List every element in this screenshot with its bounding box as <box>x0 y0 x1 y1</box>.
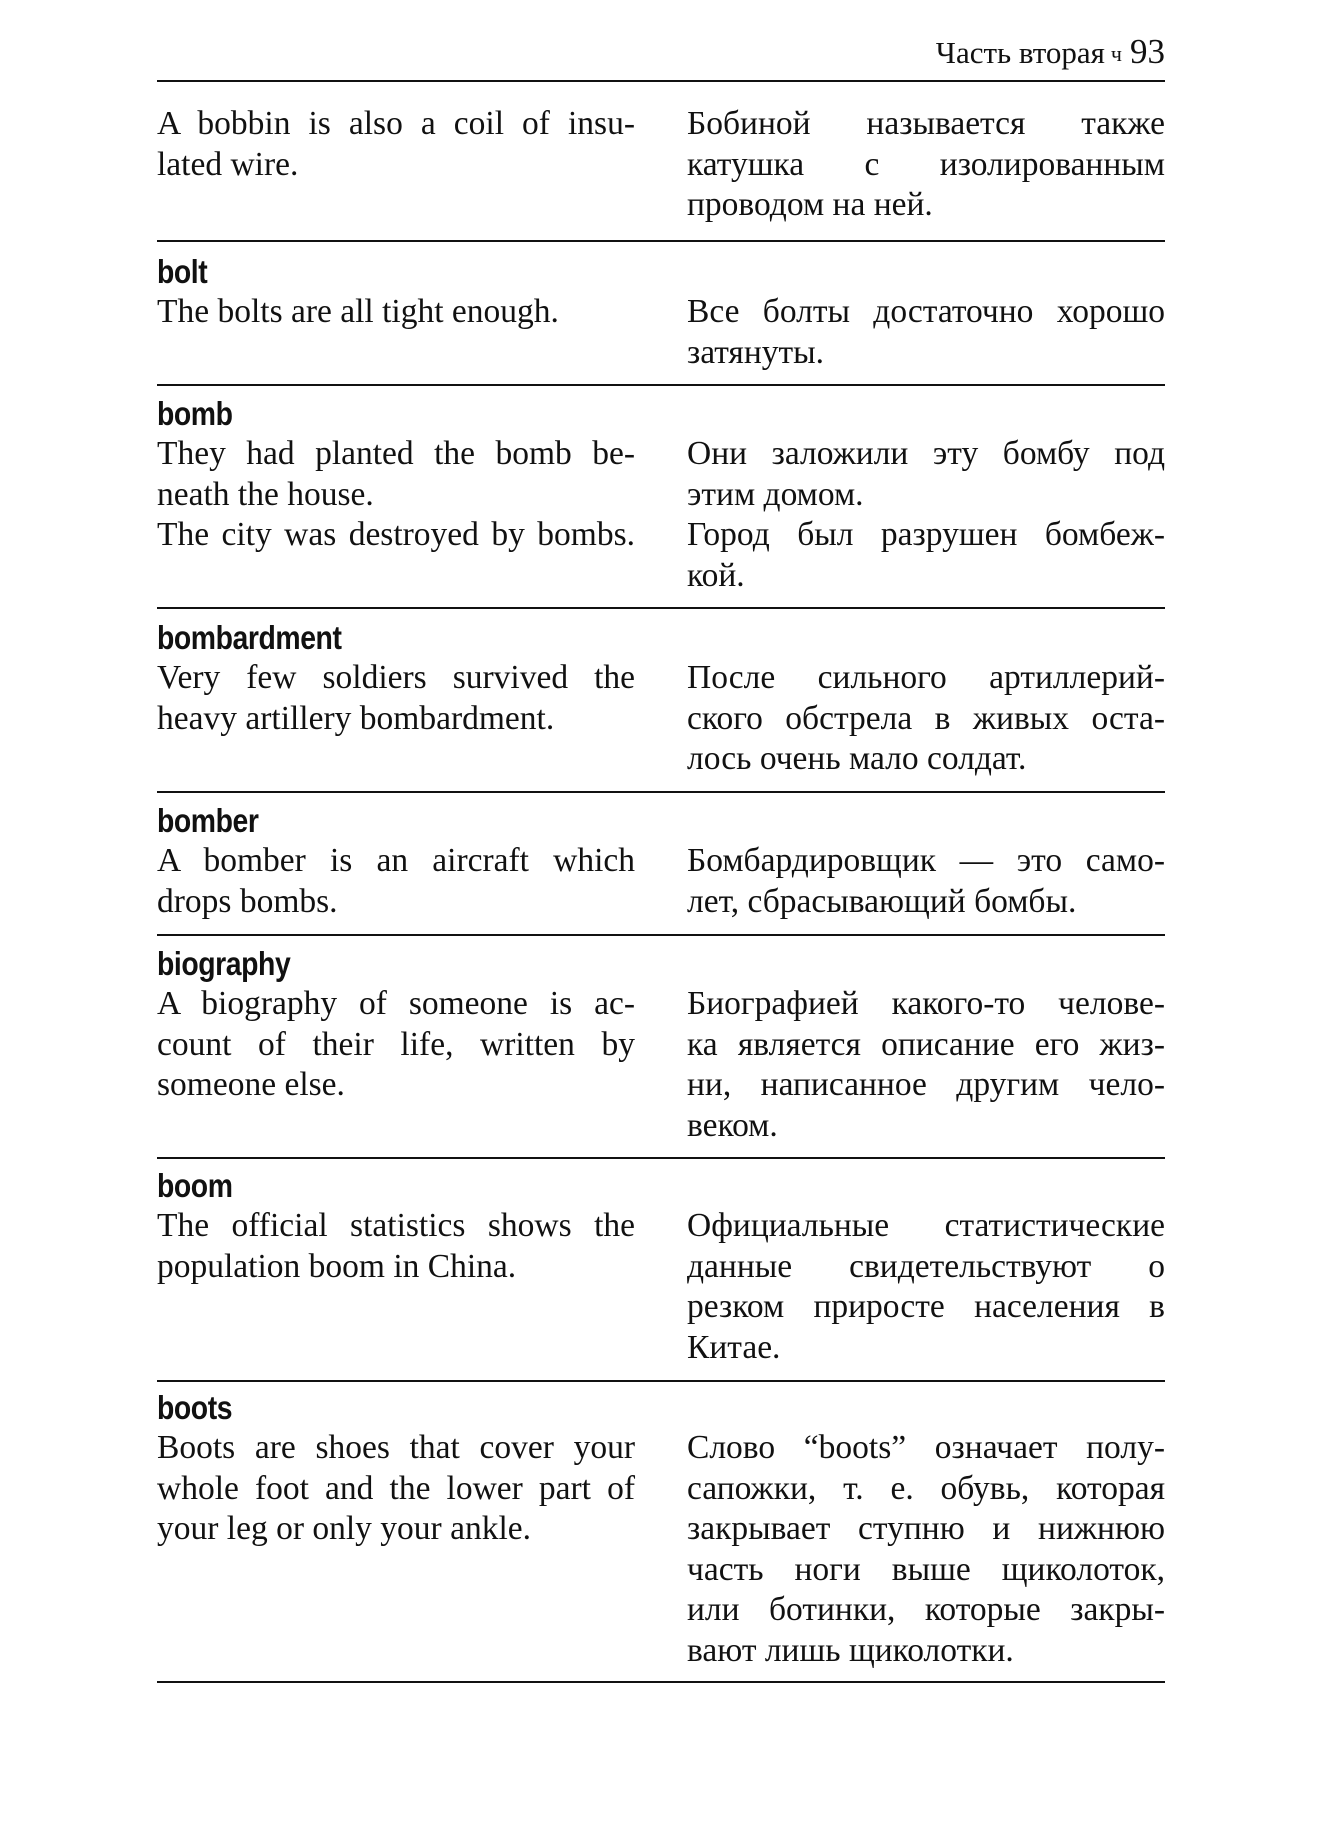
entry-bomb <box>157 394 1165 596</box>
headword: boots <box>157 1389 233 1426</box>
separator-glyph: ч <box>1110 41 1122 66</box>
russian-text <box>687 658 1165 780</box>
text-line: population boom in China. <box>157 1247 517 1285</box>
headword: bolt <box>157 253 208 290</box>
text-line: The bolts are all tight enough. <box>157 293 559 330</box>
divider-rule <box>157 1380 1165 1382</box>
english-text <box>157 658 635 780</box>
text-line: Boots are shoes that cover your <box>157 1429 635 1466</box>
text-line: Very few soldiers survived the <box>157 659 635 696</box>
text-line: They had planted the bomb be- <box>157 435 635 472</box>
text-line: Слово “boots” означает полу- <box>687 1429 1165 1466</box>
russian-text <box>687 292 1165 373</box>
text-line: Китае. <box>687 1328 781 1366</box>
text-line: A bomber is an aircraft which <box>157 842 635 879</box>
text-line: The city was destroyed by bombs. <box>157 516 635 553</box>
russian-text <box>687 104 1165 226</box>
entry-bobbin-continued <box>157 104 1165 226</box>
text-line: A biography of someone is ac- <box>157 985 635 1022</box>
entry-bolt <box>157 252 1165 373</box>
text-line: Они заложили эту бомбу под <box>687 435 1165 472</box>
text-line: часть ноги выше щиколоток, <box>687 1550 1165 1588</box>
russian-text <box>687 841 1165 922</box>
divider-rule <box>157 384 1165 386</box>
entry-bomber <box>157 801 1165 922</box>
text-line: сапожки, т. е. обувь, которая <box>687 1469 1165 1507</box>
text-line: someone else. <box>157 1066 345 1103</box>
text-line: Биографией какого-то челове- <box>687 985 1165 1022</box>
text-line: A bobbin is also a coil of insu- <box>157 105 635 142</box>
text-line: вают лишь щиколотки. <box>687 1631 1014 1669</box>
text-line: Город был разрушен бомбеж- <box>687 516 1165 553</box>
text-line: whole foot and the lower part of <box>157 1469 635 1507</box>
text-line: проводом на ней. <box>687 186 933 223</box>
headword: biography <box>157 945 291 982</box>
text-line: резком приросте населения в <box>687 1288 1165 1325</box>
text-line: данные свидетельствуют о <box>687 1247 1165 1285</box>
text-line: этим домом. <box>687 475 864 513</box>
headword: bombardment <box>157 619 342 656</box>
english-text <box>157 1428 635 1671</box>
text-line: Бобиной называется также <box>687 105 1165 142</box>
russian-text <box>687 984 1165 1146</box>
divider-rule <box>157 1681 1165 1683</box>
text-line: lated wire. <box>157 145 299 183</box>
divider-rule <box>157 607 1165 609</box>
divider-rule <box>157 934 1165 936</box>
text-line: После сильного артиллерий- <box>687 659 1165 696</box>
text-line: neath the house. <box>157 475 374 513</box>
english-text <box>157 434 635 596</box>
text-line: ского обстрела в живых оста- <box>687 699 1165 737</box>
english-text <box>157 841 635 922</box>
russian-text <box>687 434 1165 596</box>
text-line: The official statistics shows the <box>157 1207 635 1244</box>
text-line: лось очень мало солдат. <box>687 740 1027 777</box>
text-line: кой. <box>687 556 745 594</box>
divider-rule <box>157 791 1165 793</box>
divider-rule <box>157 80 1165 82</box>
text-line: count of their life, written by <box>157 1025 635 1063</box>
headword: boom <box>157 1167 233 1204</box>
text-line: катушка с изолированным <box>687 145 1165 183</box>
text-line: heavy artillery bombardment. <box>157 699 555 737</box>
english-text <box>157 104 635 226</box>
english-text <box>157 292 635 373</box>
text-line: your leg or only your ankle. <box>157 1510 531 1547</box>
text-line: или ботинки, которые закры- <box>687 1591 1165 1628</box>
text-line: Бомбардировщик — это само- <box>687 842 1165 879</box>
text-line: закрывает ступню и нижнюю <box>687 1510 1165 1547</box>
russian-text <box>687 1206 1165 1368</box>
entry-boots <box>157 1388 1165 1671</box>
entry-bombardment <box>157 618 1165 780</box>
entry-boom <box>157 1166 1165 1368</box>
headword: bomb <box>157 395 233 432</box>
entry-biography <box>157 944 1165 1146</box>
text-line: ка является описание его жиз- <box>687 1025 1165 1063</box>
russian-text <box>687 1428 1165 1671</box>
running-head <box>936 30 1165 78</box>
text-line: затянуты. <box>687 333 825 371</box>
english-text <box>157 984 635 1146</box>
section-title: Часть вторая <box>935 35 1105 70</box>
text-line: веком. <box>687 1106 778 1144</box>
divider-rule <box>157 240 1165 242</box>
english-text <box>157 1206 635 1368</box>
divider-rule <box>157 1157 1165 1159</box>
text-line: Официальные статистические <box>687 1207 1165 1244</box>
text-line: ни, написанное другим чело- <box>687 1066 1165 1103</box>
text-line: drops bombs. <box>157 882 338 920</box>
headword: bomber <box>157 802 259 839</box>
text-line: лет, сбрасывающий бомбы. <box>687 882 1077 920</box>
page-number: 93 <box>1130 32 1165 71</box>
text-line: Все болты достаточно хорошо <box>687 293 1165 330</box>
